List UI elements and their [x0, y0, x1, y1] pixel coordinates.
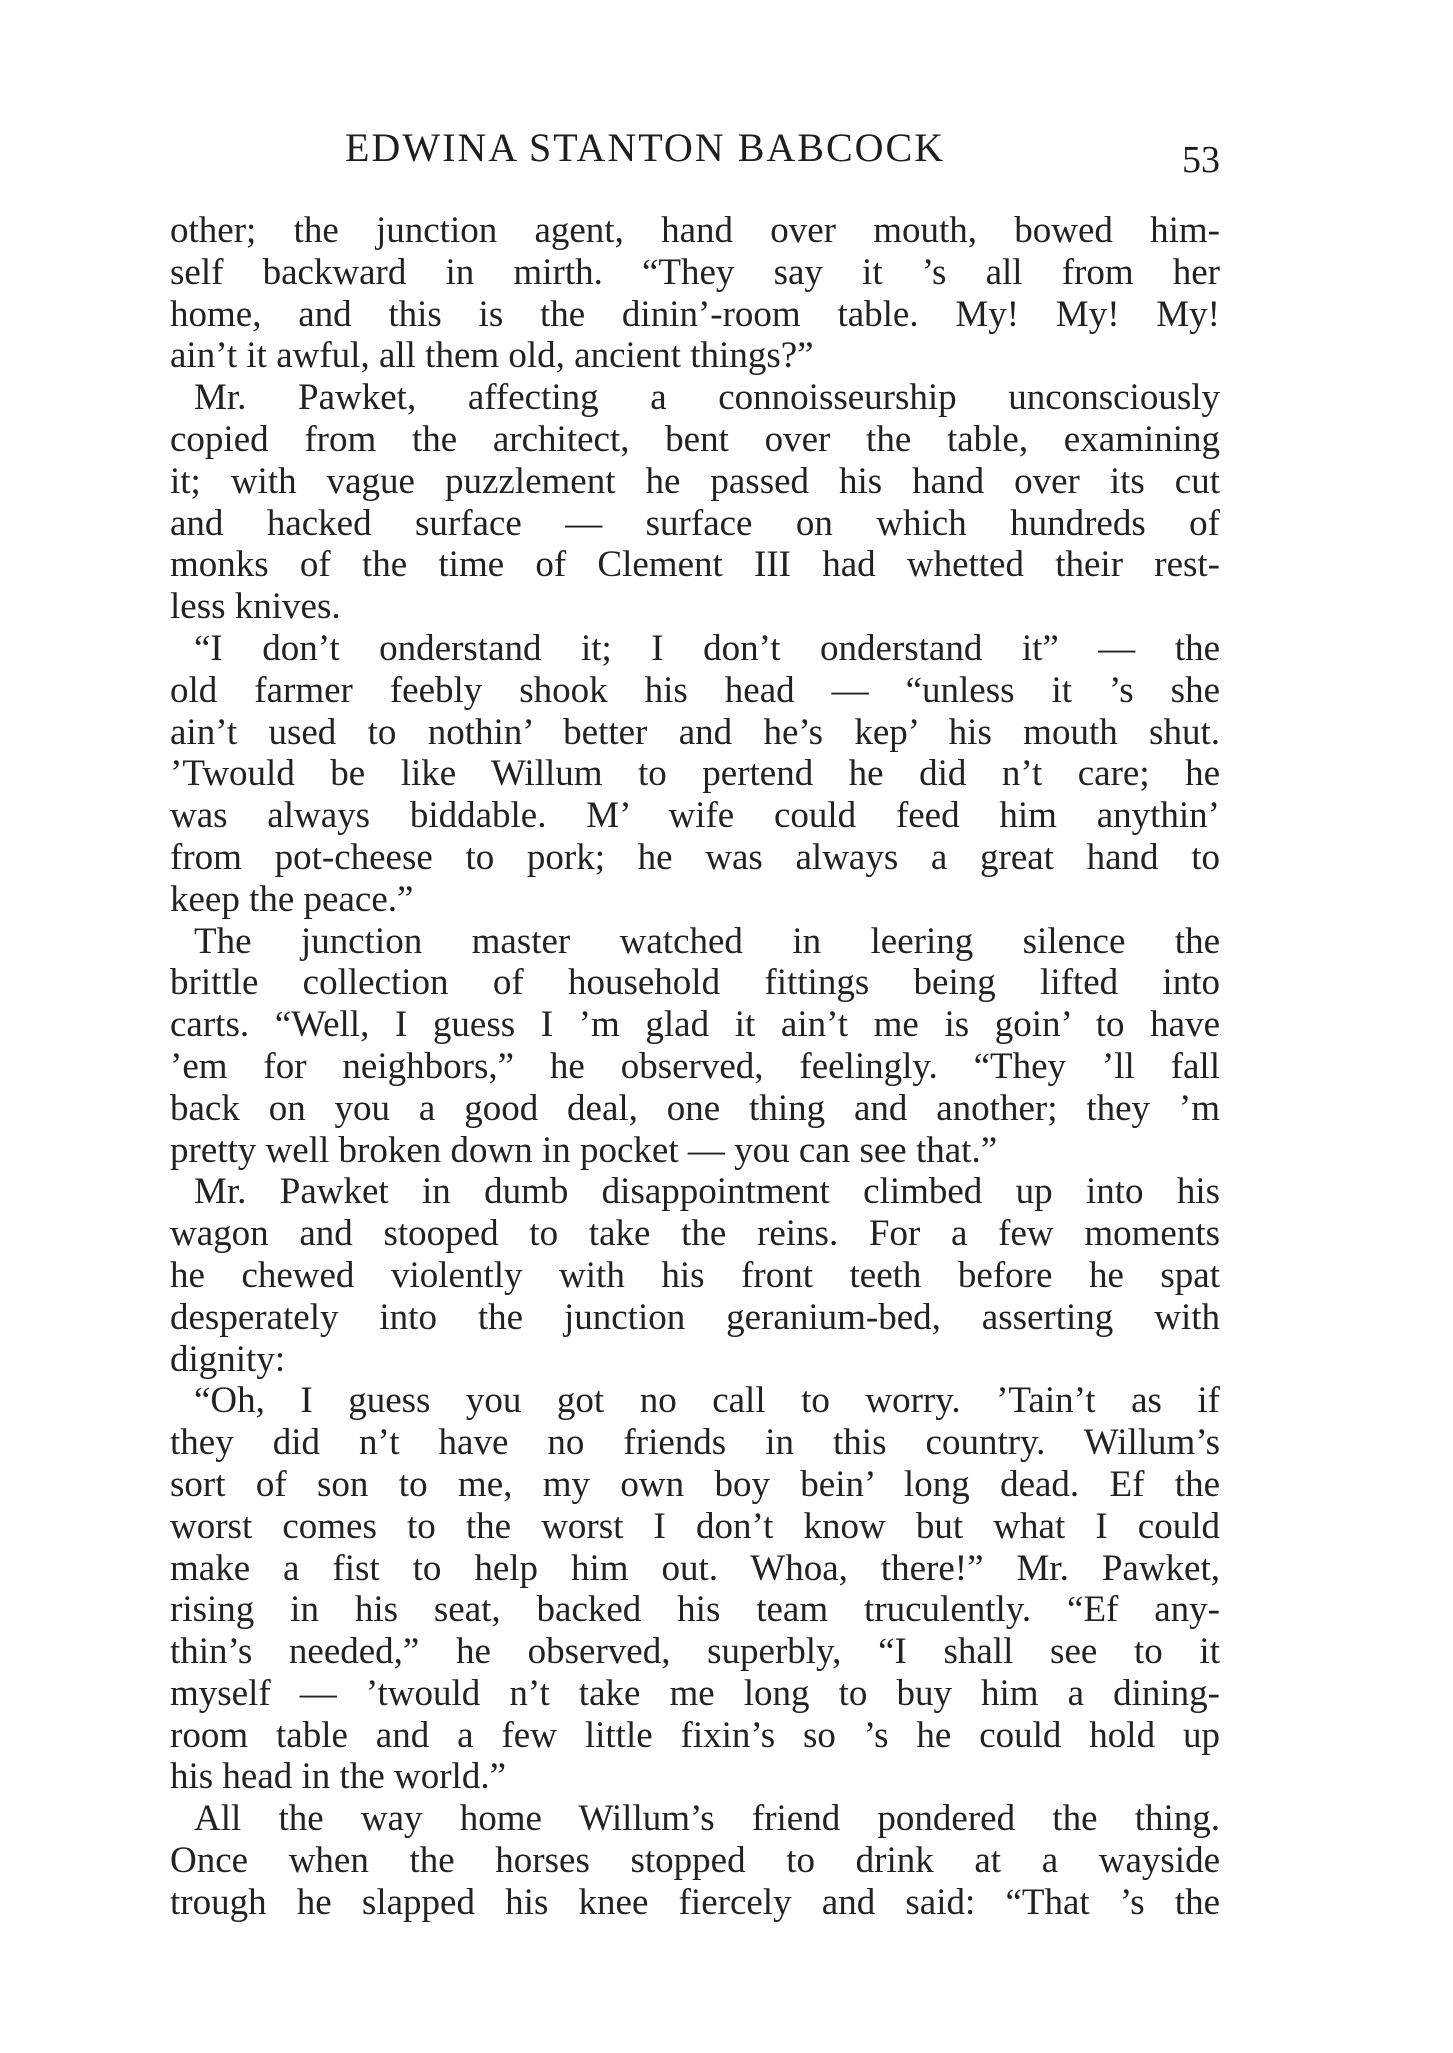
text-line: he chewed violently with his front teeth before he spat — [170, 1254, 1220, 1296]
text-line: was always biddable. M’ wife could feed him anythin’ — [170, 795, 1220, 837]
text-line: wagon and stooped to take the reins. For a few moments — [170, 1213, 1220, 1255]
text-line: Once when the horses stopped to drink at a wayside — [170, 1840, 1220, 1882]
text-line: worst comes to the worst I don’t know but what I could — [170, 1505, 1220, 1547]
text-line: less knives. — [170, 586, 341, 628]
text-line: copied from the architect, bent over the table, examining — [170, 418, 1220, 460]
text-line: Mr. Pawket, affecting a connoisseurship unconsciously — [194, 377, 1220, 419]
text-line: self backward in mirth. “They say it ’s all from her — [170, 251, 1220, 293]
text-line: monks of the time of Clement III had whetted their rest- — [170, 544, 1220, 586]
text-line: ain’t it awful, all them old, ancient things?” — [170, 335, 814, 377]
text-line: myself — ’twould n’t take me long to buy him a dining- — [170, 1672, 1220, 1714]
text-line: his head in the world.” — [170, 1756, 506, 1798]
text-line: old farmer feebly shook his head — “unless it ’s she — [170, 669, 1220, 711]
text-line: it; with vague puzzlement he passed his hand over its cut — [170, 460, 1220, 502]
text-line: Mr. Pawket in dumb disappointment climbed up into his — [194, 1171, 1220, 1213]
text-line: and hacked surface — surface on which hundreds of — [170, 502, 1220, 544]
body-text — [170, 210, 1220, 1924]
text-line: The junction master watched in leering silence the — [194, 920, 1220, 962]
text-line: other; the junction agent, hand over mouth, bowed him- — [170, 210, 1220, 251]
text-line: room table and a few little fixin’s so ’s he could hold up — [170, 1714, 1220, 1756]
text-line: make a fist to help him out. Whoa, there!” Mr. Pawket, — [170, 1547, 1220, 1589]
running-title: EDWINA STANTON BABCOCK — [345, 125, 946, 170]
text-line: sort of son to me, my own boy bein’ long dead. Ef the — [170, 1463, 1220, 1505]
text-line: ain’t used to nothin’ better and he’s kep’ his mouth shut. — [170, 711, 1220, 753]
running-header — [170, 124, 1220, 184]
text-line: ’em for neighbors,” he observed, feelingly. “They ’ll fall — [170, 1045, 1220, 1087]
text-line: pretty well broken down in pocket — you can see that.” — [170, 1129, 998, 1171]
text-line: keep the peace.” — [170, 878, 414, 920]
text-line: All the way home Willum’s friend pondered the thing. — [194, 1798, 1220, 1840]
page-number: 53 — [1182, 139, 1220, 181]
text-line: they did n’t have no friends in this country. Willum’s — [170, 1422, 1220, 1464]
text-line: thin’s needed,” he observed, superbly, “I shall see to it — [170, 1631, 1220, 1673]
text-line: ’Twould be like Willum to pertend he did n’t care; he — [170, 753, 1220, 795]
text-line: “Oh, I guess you got no call to worry. ’Tain’t as if — [194, 1380, 1220, 1422]
text-line: back on you a good deal, one thing and another; they ’m — [170, 1087, 1220, 1129]
text-line: brittle collection of household fittings being lifted into — [170, 962, 1220, 1004]
text-line: from pot-cheese to pork; he was always a great hand to — [170, 836, 1220, 878]
text-line: rising in his seat, backed his team truculently. “Ef any- — [170, 1589, 1220, 1631]
text-line: carts. “Well, I guess I ’m glad it ain’t me is goin’ to have — [170, 1004, 1220, 1046]
text-line: “I don’t onderstand it; I don’t onderstand it” — the — [194, 627, 1220, 669]
text-line: trough he slapped his knee fiercely and said: “That ’s the — [170, 1881, 1220, 1923]
text-line: dignity: — [170, 1338, 286, 1380]
text-line: home, and this is the dinin’-room table. My! My! My! — [170, 293, 1220, 335]
text-line: desperately into the junction geranium-bed, asserting with — [170, 1296, 1220, 1338]
